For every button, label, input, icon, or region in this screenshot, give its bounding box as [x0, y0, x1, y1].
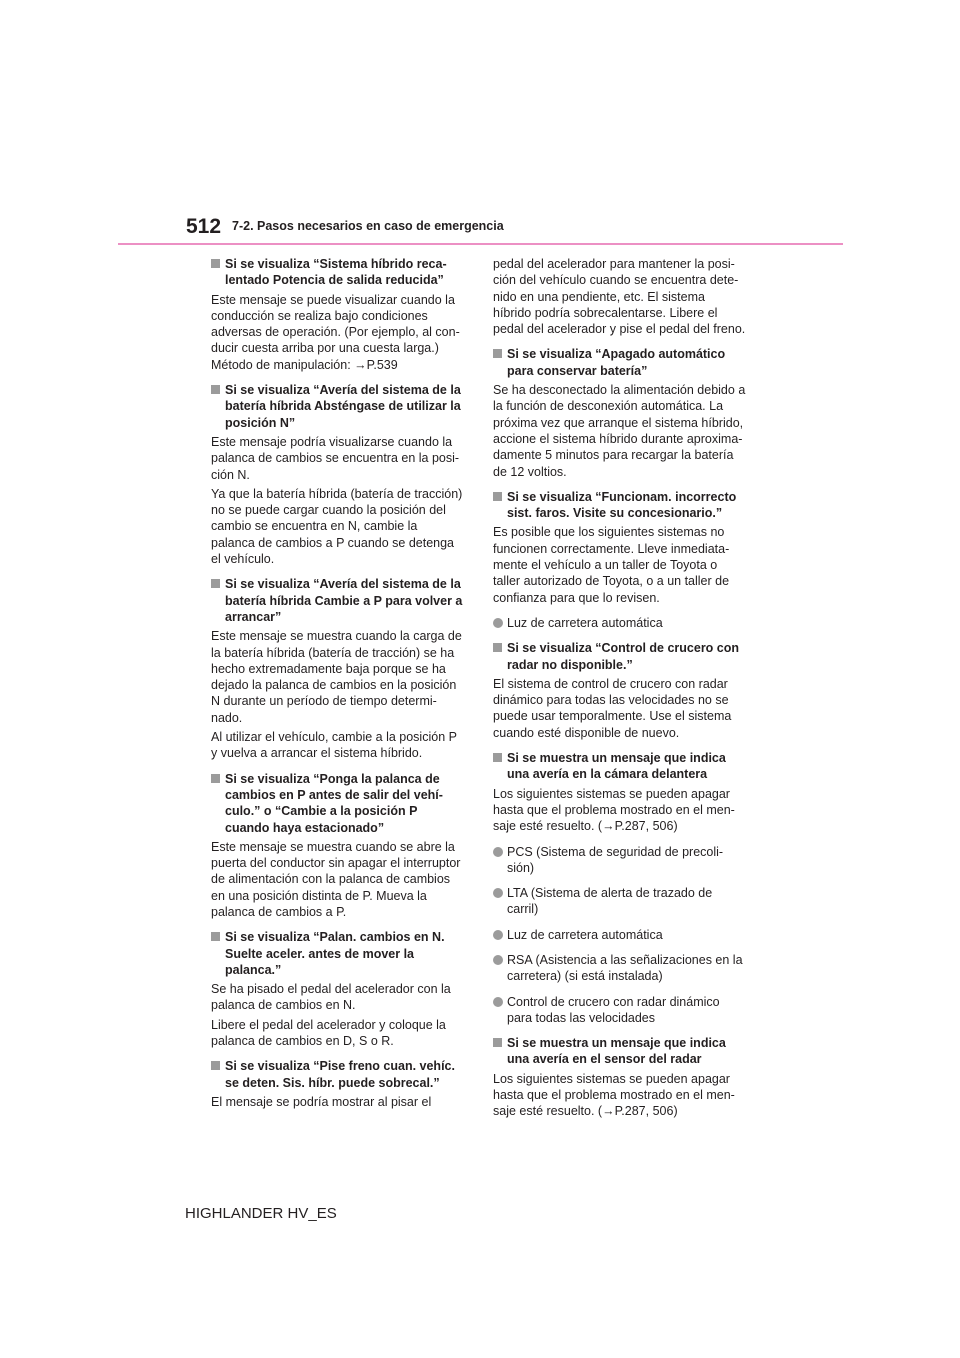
round-bullet-icon	[493, 997, 503, 1007]
text-line: Si se visualiza “Control de crucero con	[507, 641, 740, 656]
text-line: Este mensaje se muestra cuando la carga de	[211, 629, 462, 644]
text-line: Se ha desconectado la alimentación debido a	[493, 383, 746, 398]
text-line: N durante un período de tiempo determi-	[211, 694, 437, 709]
text-line: carretera) (si está instalada)	[507, 969, 663, 984]
heading-hybrid-battery-shift-p	[211, 576, 469, 625]
text-line: mente el vehículo a un taller de Toyota o	[493, 558, 718, 573]
text-line: Si se visualiza “Ponga la palanca de	[225, 771, 440, 786]
text-line: Si se muestra un mensaje que indica	[507, 751, 726, 766]
text-line: culo.” o “Cambie a la posición P	[225, 804, 418, 819]
text-line: posición N”	[225, 415, 296, 430]
text-line: híbrido podría sobrecalentarse. Libere el	[493, 305, 718, 320]
text-line: PCS (Sistema de seguridad de precoli-	[507, 844, 724, 859]
text-line: Se ha pisado el pedal del acelerador con la	[211, 982, 451, 997]
text-line: ción del vehículo cuando se encuentra dete-	[493, 273, 739, 288]
heading-put-shift-lever-in-p	[211, 771, 469, 836]
text-line: sist. faros. Visite su concesionario.”	[507, 506, 723, 521]
header-rule	[118, 243, 843, 245]
text-line: arrancar”	[225, 609, 282, 624]
round-bullet-icon	[493, 618, 503, 628]
text-line: de alimentación con la palanca de cambios	[211, 872, 451, 887]
text-line: Los siguientes sistemas se pueden apagar	[493, 786, 730, 801]
paragraph	[493, 382, 751, 480]
paragraph	[211, 981, 469, 1014]
text-line: LTA (Sistema de alerta de trazado de	[507, 886, 713, 901]
text-line: para todas las velocidades	[507, 1010, 656, 1025]
square-bullet-icon	[493, 753, 502, 762]
text-line: ción N.	[211, 467, 250, 482]
list-item	[493, 952, 751, 985]
paragraph	[493, 256, 751, 337]
paragraph	[211, 729, 469, 762]
text-line: RSA (Asistencia a las señalizaciones en la	[507, 952, 743, 967]
text-line: cambios en P antes de salir del vehí-	[225, 787, 443, 802]
text-line: taller autorizado de Toyota, o a un taller de	[493, 574, 730, 589]
text-line: Si se visualiza “Funcionam. incorrecto	[507, 489, 737, 504]
text-line: puerta del conductor sin apagar el interruptor	[211, 856, 461, 871]
text-line: El sistema de control de crucero con radar	[493, 676, 728, 691]
heading-cruise-control-unavailable	[493, 640, 751, 673]
paragraph	[493, 676, 751, 741]
text-line: el vehículo.	[211, 552, 275, 567]
square-bullet-icon	[493, 492, 502, 501]
text-line: Si se visualiza “Apagado automático	[507, 347, 726, 362]
text-line: Si se visualiza “Palan. cambios en N.	[225, 930, 445, 945]
text-line: ducir cuesta arriba por una cuesta larga.)	[211, 341, 439, 356]
list-item	[493, 615, 751, 631]
text-line: de 12 voltios.	[493, 464, 567, 479]
text-line: damente 5 minutos para recargar la batería	[493, 448, 734, 463]
paragraph	[211, 839, 469, 920]
text-line: cuando haya estacionado”	[225, 820, 385, 835]
text-line: lentado Potencia de salida reducida”	[225, 273, 444, 288]
text-line: la función de desconexión automática. La	[493, 399, 724, 414]
page-number: 512	[186, 215, 222, 238]
text-line: hasta que el problema mostrado en el men-	[493, 1088, 735, 1103]
text-line: Ya que la batería híbrida (batería de tracción)	[211, 486, 463, 501]
text-line: Si se visualiza “Sistema híbrido reca-	[225, 257, 447, 271]
round-bullet-icon	[493, 847, 503, 857]
text-line: Luz de carretera automática	[507, 927, 663, 942]
round-bullet-icon	[493, 930, 503, 940]
text-line: funcionen correctamente. Lleve inmediata-	[493, 541, 730, 556]
square-bullet-icon	[493, 1038, 502, 1047]
text-line: Al utilizar el vehículo, cambie a la posición P	[211, 730, 457, 745]
paragraph	[493, 786, 751, 835]
text-line: pedal del acelerador para mantener la posi-	[493, 257, 735, 271]
list-item	[493, 885, 751, 918]
paragraph	[493, 1071, 751, 1120]
text-line: se deten. Sis. híbr. puede sobrecal.”	[225, 1075, 440, 1090]
text-line: hasta que el problema mostrado en el men-	[493, 802, 735, 817]
text-line: para conservar batería”	[507, 363, 648, 378]
text-line: Control de crucero con radar dinámico	[507, 994, 720, 1009]
text-line: carril)	[507, 902, 539, 917]
square-bullet-icon	[211, 932, 220, 941]
text-line: batería híbrida Cambie a P para volver a	[225, 593, 463, 608]
square-bullet-icon	[493, 643, 502, 652]
paragraph	[493, 524, 751, 605]
left-column	[211, 256, 469, 1113]
text-line: adversas de operación. (Por ejemplo, al con-	[211, 325, 460, 340]
text-line: Este mensaje se puede visualizar cuando la	[211, 292, 455, 307]
square-bullet-icon	[211, 774, 220, 783]
text-line: la batería híbrida (batería de tracción) se ha	[211, 645, 455, 660]
round-bullet-icon	[493, 955, 503, 965]
paragraph	[211, 434, 469, 483]
square-bullet-icon	[211, 1061, 220, 1070]
text-line: palanca de cambios en D, S o R.	[211, 1034, 394, 1049]
text-line: palanca.”	[225, 962, 282, 977]
text-line: una avería en el sensor del radar	[507, 1052, 702, 1067]
paragraph	[211, 1094, 469, 1110]
text-line: cuando esté disponible de nuevo.	[493, 725, 680, 740]
heading-radar-sensor-malfunction	[493, 1035, 751, 1068]
right-column	[493, 256, 751, 1123]
text-line: Los siguientes sistemas se pueden apagar	[493, 1071, 730, 1086]
square-bullet-icon	[211, 259, 220, 268]
list-item	[493, 994, 751, 1027]
text-line: en una posición distinta de P. Mueva la	[211, 888, 427, 903]
text-line: nado.	[211, 710, 243, 725]
text-line: El mensaje se podría mostrar al pisar el	[211, 1094, 432, 1109]
text-line: próxima vez que arranque el sistema híbrido,	[493, 415, 744, 430]
text-line: una avería en la cámara delantera	[507, 767, 708, 782]
text-line: Si se visualiza “Avería del sistema de la	[225, 383, 461, 398]
heading-shift-lever-in-n	[211, 929, 469, 978]
heading-press-brake	[211, 1058, 469, 1091]
paragraph	[211, 1017, 469, 1050]
square-bullet-icon	[211, 385, 220, 394]
text-line: batería híbrida Absténgase de utilizar la	[225, 399, 461, 414]
text-line: palanca de cambios a P cuando se detenga	[211, 535, 455, 550]
heading-headlight-malfunction	[493, 489, 751, 522]
text-line: pedal del acelerador y pise el pedal del freno.	[493, 322, 746, 337]
text-line: hecho extremadamente baja porque se ha	[211, 661, 446, 676]
heading-auto-power-off	[493, 346, 751, 379]
text-line: accione el sistema híbrido durante aproxima-	[493, 431, 743, 446]
text-line: radar no disponible.”	[507, 657, 633, 672]
text-line: sión)	[507, 860, 535, 875]
text-line: dinámico para todas las velocidades no se	[493, 693, 729, 708]
text-line: dejado la palanca de cambios en la posición	[211, 678, 457, 693]
list-item	[493, 927, 751, 943]
text-line: Es posible que los siguientes sistemas no	[493, 525, 725, 540]
heading-hybrid-system-slowed	[211, 256, 469, 289]
text-line: cambio se encuentra en N, cambie la	[211, 519, 418, 534]
text-line: palanca de cambios en N.	[211, 998, 356, 1013]
text-line: Si se visualiza “Avería del sistema de la	[225, 577, 461, 592]
text-line: y vuelva a arrancar el sistema híbrido.	[211, 746, 423, 761]
paragraph	[211, 292, 469, 373]
round-bullet-icon	[493, 888, 503, 898]
text-line: saje esté resuelto. (→P.287, 506)	[493, 1104, 678, 1119]
text-line: puede usar temporalmente. Use el sistema	[493, 709, 732, 724]
text-line: no se puede cargar cuando la posición del	[211, 503, 446, 518]
text-line: Método de manipulación: →P.539	[211, 357, 398, 372]
list-item	[493, 844, 751, 877]
text-line: Libere el pedal del acelerador y coloque la	[211, 1017, 446, 1032]
text-line: confianza para que lo revisen.	[493, 590, 660, 605]
text-line: conducción se realiza bajo condiciones	[211, 308, 428, 323]
paragraph	[211, 486, 469, 567]
square-bullet-icon	[493, 349, 502, 358]
text-line: palanca de cambios a P.	[211, 904, 347, 919]
text-line: Si se visualiza “Pise freno cuan. vehíc.	[225, 1059, 455, 1074]
paragraph	[211, 628, 469, 726]
text-line: saje esté resuelto. (→P.287, 506)	[493, 819, 678, 834]
heading-front-camera-malfunction	[493, 750, 751, 783]
text-line: Suelte aceler. antes de mover la	[225, 946, 414, 961]
text-line: Luz de carretera automática	[507, 615, 663, 630]
text-line: Este mensaje podría visualizarse cuando la	[211, 434, 453, 449]
text-line: nido en una pendiente, etc. El sistema	[493, 289, 705, 304]
section-title: 7-2. Pasos necesarios en caso de emergencia	[232, 219, 504, 233]
heading-hybrid-battery-avoid-n	[211, 382, 469, 431]
footer-model: HIGHLANDER HV_ES	[185, 1205, 337, 1222]
text-line: Este mensaje se muestra cuando se abre la	[211, 839, 455, 854]
square-bullet-icon	[211, 579, 220, 588]
text-line: Si se muestra un mensaje que indica	[507, 1036, 726, 1051]
text-line: palanca de cambios se encuentra en la posi-	[211, 451, 460, 466]
